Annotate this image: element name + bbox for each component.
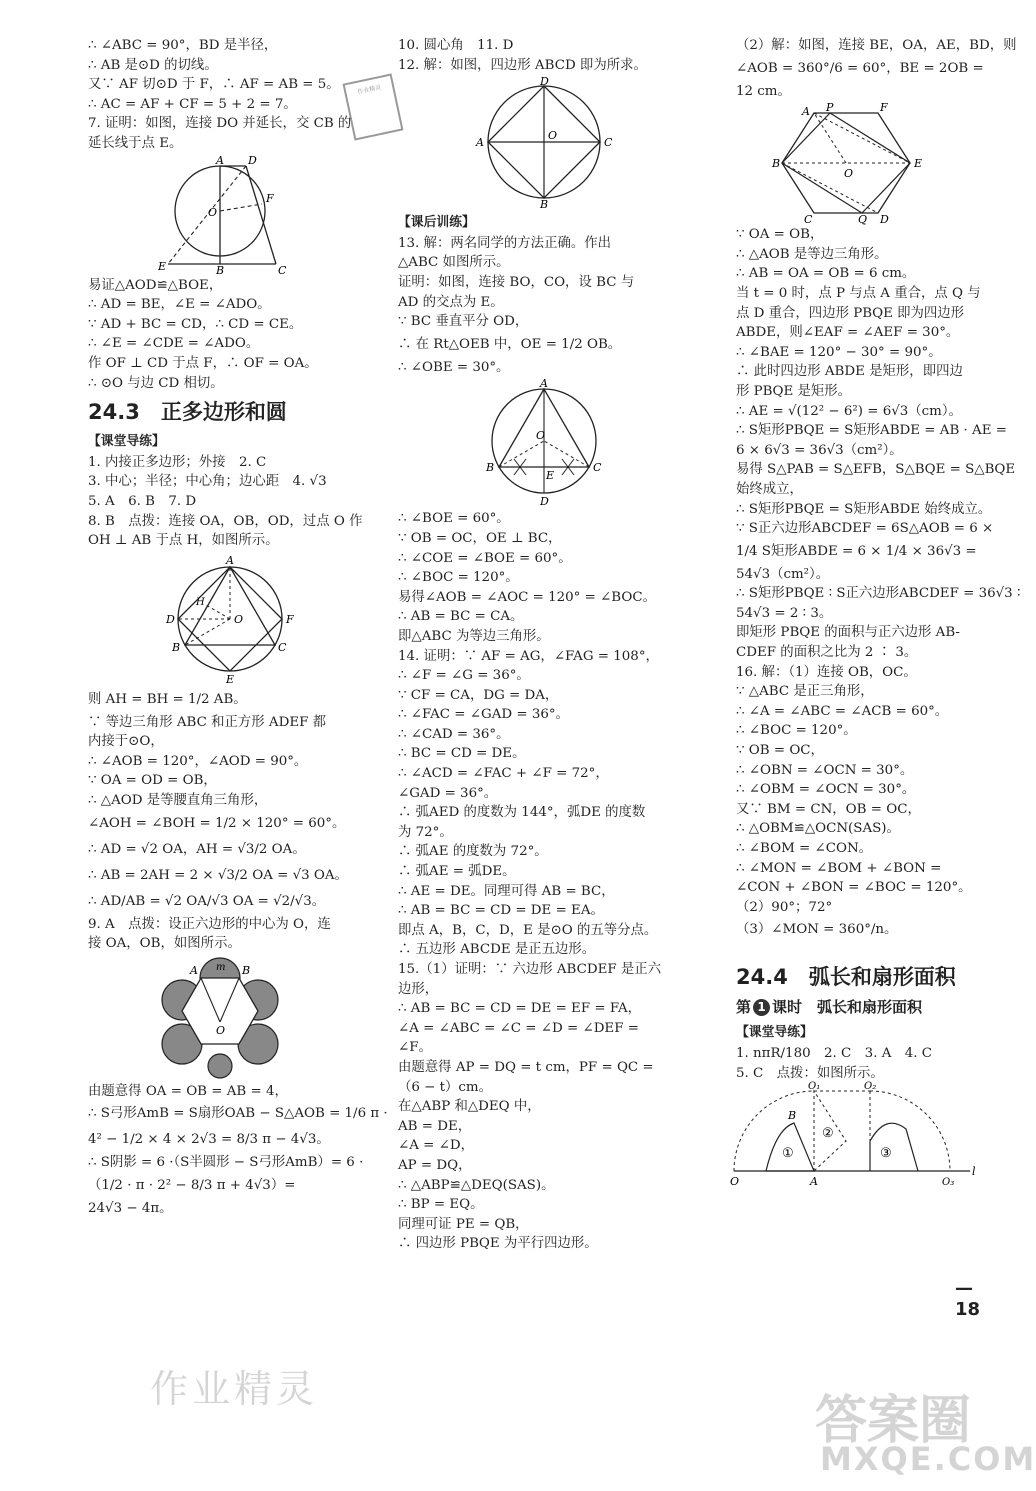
text-line: （6 − t）cm。 [398,1079,493,1095]
text-line: ∴ ∠OBN = ∠OCN = 30°。 [736,762,914,778]
fig5-label: l [972,1165,976,1179]
fig15-label: B [772,157,781,171]
watermark-site: MXQE.COM [820,1440,1036,1478]
text-line: 点 D 重合，四边形 PBQE 即为四边形 [736,305,965,321]
text-line: 4² − 1/2 × 4 × 2√3 = 8/3 π − 4√3。 [88,1132,330,1148]
stamp-watermark: 作业精灵 [343,73,404,140]
text-line: 15.（1）证明：∵ 六边形 ABCDEF 是正六 [398,962,662,977]
fig15-label: C [804,213,813,227]
text-line: 54√3 = 2 ∶ 3。 [736,605,833,621]
text-line: ∴ AC = AF + CF = 5 + 2 = 7。 [88,96,297,112]
fig8-label: D [166,612,175,626]
fig5-label: ③ [880,1146,892,1162]
text-line: 作 OF ⊥ CD 于点 F，∴ OF = OA。 [88,355,318,371]
fig8-label: B [172,640,181,654]
text-line: ∴ ∠A = ∠ABC = ∠ACB = 60°。 [736,703,949,719]
text-line: 又∵ BM = CN，OB = OC， [736,801,921,817]
fig15-ae [814,113,910,163]
fig8-label: H [196,596,205,608]
text-line: 内接于⊙O， [88,734,164,750]
text-line: ∠AOB = 360°/6 = 60°，BE = 2OB = [736,60,984,76]
fig8-label: A [226,553,234,567]
fig8-label: C [278,640,287,654]
fig7-dc [246,166,276,264]
text-line: ∵ OB = OC，OE ⊥ BC， [398,530,562,546]
text-line: 24√3 − 4π。 [88,1201,173,1217]
fig15-bd [782,163,878,213]
fig7-label: C [278,263,287,277]
text-line: 又∵ AF 切⊙D 于 F，∴ AF = AB = 5。 [88,77,340,93]
text-line: ∵ AD + BC = CD，∴ CD = CE。 [88,316,303,332]
text-line: AD 的交点为 E。 [398,294,504,310]
text-line: ∠F。 [398,1040,432,1056]
fig7-de [168,166,246,264]
text-line: 5. C 点拨：如图所示。 [736,1065,884,1081]
figure-15 [772,101,992,227]
text-line: 易得 S△PAB = S△EFB，S△BQE = S△BQE [736,462,1016,478]
column-right [730,36,1021,1189]
text-line: ∴ AB = BC = CD = DE = EF = FA， [398,1001,642,1017]
text-line: ∴ ∠BOC = 120°。 [736,723,857,739]
text-line: ∵ 等边三角形 ABC 和正方形 ADEF 都 [88,714,327,730]
text-line: 由题意得 AP = DQ = t cm，PF = QC = [398,1059,654,1075]
lesson-number: 1 [753,999,770,1016]
text-line: ∴ 弧AE = 弧DE。 [398,864,516,880]
tag-classroom: 【课堂导练】 [88,434,165,450]
text-line: 即点 A，B，C，D，E 是⊙O 的五等分点。 [398,922,658,938]
text-line: ∴ ∠FAC = ∠GAD = 36°。 [398,707,569,723]
text-line: ∴ ∠CAD = 36°。 [398,726,510,742]
fig12-label: D [540,75,549,89]
text-line: ∴ AD = BE，∠E = ∠ADO。 [88,297,271,313]
fig8-label: O [234,612,244,626]
text-line: ∵ △ABC 是正三角形， [736,684,874,700]
tag-classroom-2: 【课堂导练】 [736,1025,813,1041]
text-line: 12. 解：如图，四边形 ABCD 即为所求。 [398,57,647,73]
text-line: 在△ABP 和△DEQ 中， [398,1099,541,1115]
text-line: ∴ S矩形PBQE = S矩形ABDE = AB · AE = [736,423,1007,439]
text-line: ∴ ⊙O 与边 CD 相切。 [88,375,224,391]
lesson-suffix: 课时 弧长和扇形面积 [772,998,923,1017]
text-line: 则 AH = BH = 1/2 AB。 [88,691,247,707]
text-line: 1. 内接正多边形；外接 2. C [88,454,267,470]
fig5-arc-1 [734,1091,814,1171]
figure-7 [138,153,338,277]
text-line: ∴ △ABP≌△DEQ(SAS)。 [398,1177,555,1193]
text-line: 延长线于点 E。 [88,135,183,151]
text-line: ∴ AB = BC = CA。 [398,609,524,625]
text-line: （2）90°；72° [736,899,833,915]
text-line: ∴ ∠BOM = ∠CON。 [736,841,873,856]
text-line: ∵ OB = OC， [736,743,824,759]
text-line: 边形， [398,981,439,997]
text-line: ∴ ∠COE = ∠BOE = 60°。 [398,550,572,566]
tag-after-class: 【课后训练】 [398,215,475,231]
figure-13 [478,379,698,507]
text-line: 7. 证明：如图，连接 DO 并延长，交 CB 的 [88,116,352,132]
text-line: 12 cm。 [736,83,791,99]
fig13-label: O [536,429,546,443]
text-line: ∴ ∠MON = ∠BOM + ∠BON = [736,860,942,876]
text-line: （2）解：如图，连接 BE，OA，AE，BD，则 [736,38,1017,53]
text-line: 9. A 点拨：设正六边形的中心为 O，连 [88,916,331,932]
text-line: ABDE，则∠EAF = ∠AEF = 30°。 [736,325,960,341]
fig15-label: F [880,101,888,115]
text-line: ∴ ∠E = ∠CDE = ∠ADO。 [88,336,260,352]
text-line: （1/2 · π · 2² − 8/3 π + 4√3）= [88,1178,296,1194]
text-line: ∴ ∠OBE = 30°。 [398,359,510,375]
section-title-24-4: 24.4 弧长和扇形面积 [736,965,956,990]
text-line: ∴ ∠BOE = 60°。 [398,511,510,527]
fig12-label: B [540,198,549,212]
text-line: 13. 解：两名同学的方法正确。作出 [398,235,612,251]
text-line: ∴ S矩形PBQE ∶ S正六边形ABCDEF = 36√3 ∶ [736,586,1021,602]
fig9-label: m [216,961,226,973]
text-line: 始终成立， [736,481,803,497]
text-line: ∴ S矩形PBQE = S矩形ABDE 始终成立。 [736,501,992,517]
fig7-label: A [216,153,224,167]
text-line: 即矩形 PBQE 的面积与正六边形 AB- [736,625,960,641]
text-line: ∴ ∠OBM = ∠OCN = 30°。 [736,782,916,798]
text-line: ∵ OA = OB， [736,227,824,243]
fig5-label: ② [822,1126,834,1142]
text-line: ∴ AD/AB = √2 OA/√3 OA = √2/√3。 [88,893,326,909]
fig8-label: E [226,672,235,686]
figure-12 [468,75,688,212]
text-line: ∴ ∠BAE = 120° − 30° = 90°。 [736,344,942,360]
text-line: 5. A 6. B 7. D [88,493,197,509]
text-line: ∴ 在 Rt△OEB 中，OE = 1/2 OB。 [398,336,622,352]
text-line: ∴ S弓形AmB = S扇形OAB − S△AOB = 1/6 π · [88,1106,388,1122]
watermark-bottom-right: 答案圈 [815,1391,972,1451]
text-line: 1. nπR/180 2. C 3. A 4. C [736,1045,933,1061]
fig15-label: Q [858,213,868,227]
fig12-label: A [476,136,484,150]
text-line: 3. 中心；半径；中心角；边心距 4. √3 [88,474,327,490]
text-line: ∠A = ∠D， [398,1138,474,1154]
fig7-label: B [216,263,225,277]
fig13-label: E [546,469,555,483]
figure-5 [730,1081,980,1189]
text-line: ∴ BP = EQ。 [398,1197,484,1213]
text-line: ∵ BC 垂直平分 OD， [398,314,529,330]
text-line: 易证△AOD≌△BOE， [88,277,223,293]
figure-8 [148,553,348,685]
text-line: 1/4 S矩形ABDE = 6 × 1/4 × 36√3 = [736,543,977,559]
fig8-label: F [286,612,294,626]
fig15-label: P [826,101,834,115]
text-line: OH ⊥ AB 于点 H，如图所示。 [88,533,279,549]
fig15-label: A [802,105,810,119]
fig15-label: D [880,213,889,227]
text-line: ∵ S正六边形ABCDEF = 6S△AOB = 6 × [736,521,994,537]
section-title-24-3: 24.3 正多边形和圆 [88,400,287,425]
fig5-label: B [788,1109,797,1123]
text-line: ∴ AB = BC = CD = DE = EA。 [398,903,604,919]
text-line: ∠GAD = 36°。 [398,785,498,801]
text-line: 8. B 点拨：连接 OA，OB，OD，过点 O 作 [88,513,363,529]
fig13-label: B [486,461,495,475]
text-line: ∴ ∠ABC = 90°，BD 是半径， [88,38,278,53]
fig5-shape-3 [870,1123,918,1171]
fig9-label: B [242,963,251,977]
text-line: 易得∠AOB = ∠AOC = 120° = ∠BOC。 [398,589,656,605]
fig13-label: C [593,461,602,475]
text-line: AB = DE， [398,1118,472,1134]
text-line: ∴ △AOD 是等腰直角三角形， [88,793,268,809]
text-line: ∴ AE = DE。同理可得 AB = BC， [398,883,615,899]
text-line: 接 OA，OB，如图所示。 [88,936,241,952]
text-line: ∴ AD = √2 OA，AH = √3/2 OA。 [88,841,306,857]
text-line: ∴ AB 是⊙D 的切线。 [88,57,218,73]
text-line: （3）∠MON = 360°/n。 [736,922,898,938]
fig9-label: O [216,1023,226,1037]
fig13-label: D [540,495,549,509]
page-number: — 18 [955,1278,981,1320]
text-line: 14. 证明：∵ AF = AG，∠FAG = 108°， [398,648,659,664]
text-line: 为 72°。 [398,824,453,840]
text-line: ∴ ∠ACD = ∠FAC + ∠F = 72°， [398,766,609,782]
text-line: ∴ AB = OA = OB = 6 cm。 [736,266,916,282]
text-line: ∴ 弧AED 的度数为 144°，弧DE 的度数 [398,805,646,821]
text-line: ∴ ∠AOB = 120°，∠AOD = 90°。 [88,753,308,769]
fig12-label: O [548,129,558,143]
lesson-prefix: 第 [736,998,752,1017]
text-line: ∴ ∠F = ∠G = 36°。 [398,668,530,684]
text-line: 10. 圆心角 11. D [398,38,514,53]
fig5-label: ① [782,1146,794,1162]
text-line: ∴ S阴影 = 6 ·（S半圆形 − S弓形AmB）= 6 · [88,1155,364,1171]
text-line: 由题意得 OA = OB = AB = 4， [88,1083,288,1099]
text-line: 16. 解：（1）连接 OB，OC。 [736,664,917,680]
fig15-label: O [844,167,854,181]
text-line: AP = DQ， [398,1157,472,1173]
text-line: 证明：如图，连接 BO，CO，设 BC 与 [398,274,635,290]
text-line: ∠A = ∠ABC = ∠C = ∠D = ∠DEF = [398,1020,639,1036]
text-line: 即△ABC 为等边三角形。 [398,628,550,644]
text-line: ∵ OA = OD = OB， [88,773,217,789]
fig7-label: D [248,153,257,167]
fig7-label: E [158,259,167,273]
text-line: 当 t = 0 时，点 P 与点 A 重合，点 Q 与 [736,285,981,301]
watermark-bottom-left: 作业精灵 [150,1367,319,1411]
fig5-label: O [730,1175,740,1189]
figure-9 [140,956,340,1080]
fig7-of [220,204,262,211]
fig5-label: O₃ [942,1177,955,1189]
fig5-label: A [810,1175,818,1189]
fig5-label: O₁ [808,1081,821,1093]
text-line: ∴ △OBM≌△OCN(SAS)。 [736,821,900,837]
text-line: ∴ 此时四边形 ABDE 是矩形，即四边 [736,364,963,380]
fig7-label: O [208,205,218,219]
fig9-label: A [190,963,198,977]
text-line: 54√3（cm²）。 [736,566,830,582]
text-line: ∵ CF = CA，DG = DA， [398,687,559,703]
text-line: ∠AOH = ∠BOH = 1/2 × 120° = 60°。 [88,815,346,831]
text-line: ∴ △AOB 是等边三角形。 [736,246,888,262]
text-line: ∴ AB = 2AH = 2 × √3/2 OA = √3 OA。 [88,867,348,883]
text-line: 6 × 6√3 = 36√3（cm²）。 [736,442,903,458]
text-line: ∴ AE = √(12² − 6²) = 6√3（cm）。 [736,403,962,419]
text-line: ∴ 弧AE 的度数为 72°。 [398,844,548,860]
fig15-label: E [914,157,923,171]
fig12-label: C [604,136,613,150]
fig5-label: O₂ [864,1081,877,1093]
text-line: ∠CON + ∠BON = ∠BOC = 120°。 [736,880,972,896]
text-line: ∴ 五边形 ABCDE 是正五边形。 [398,942,596,958]
text-line: △ABC 如图所示。 [398,255,510,271]
column-middle [398,36,660,1254]
text-line: ∴ BC = CD = DE。 [398,746,526,762]
text-line: CDEF 的面积之比为 2 ∶ 3。 [736,645,918,661]
text-line: 形 PBQE 是矩形。 [736,383,852,399]
fig13-label: A [540,377,548,391]
text-line: ∴ ∠BOC = 120°。 [398,570,519,586]
lesson-title [736,995,974,1019]
fig7-label: F [266,191,274,205]
text-line: ∴ 四边形 PBQE 为平行四边形。 [398,1236,598,1252]
text-line: 同理可证 PE = QB， [398,1216,529,1232]
fig8-oh [206,605,230,619]
